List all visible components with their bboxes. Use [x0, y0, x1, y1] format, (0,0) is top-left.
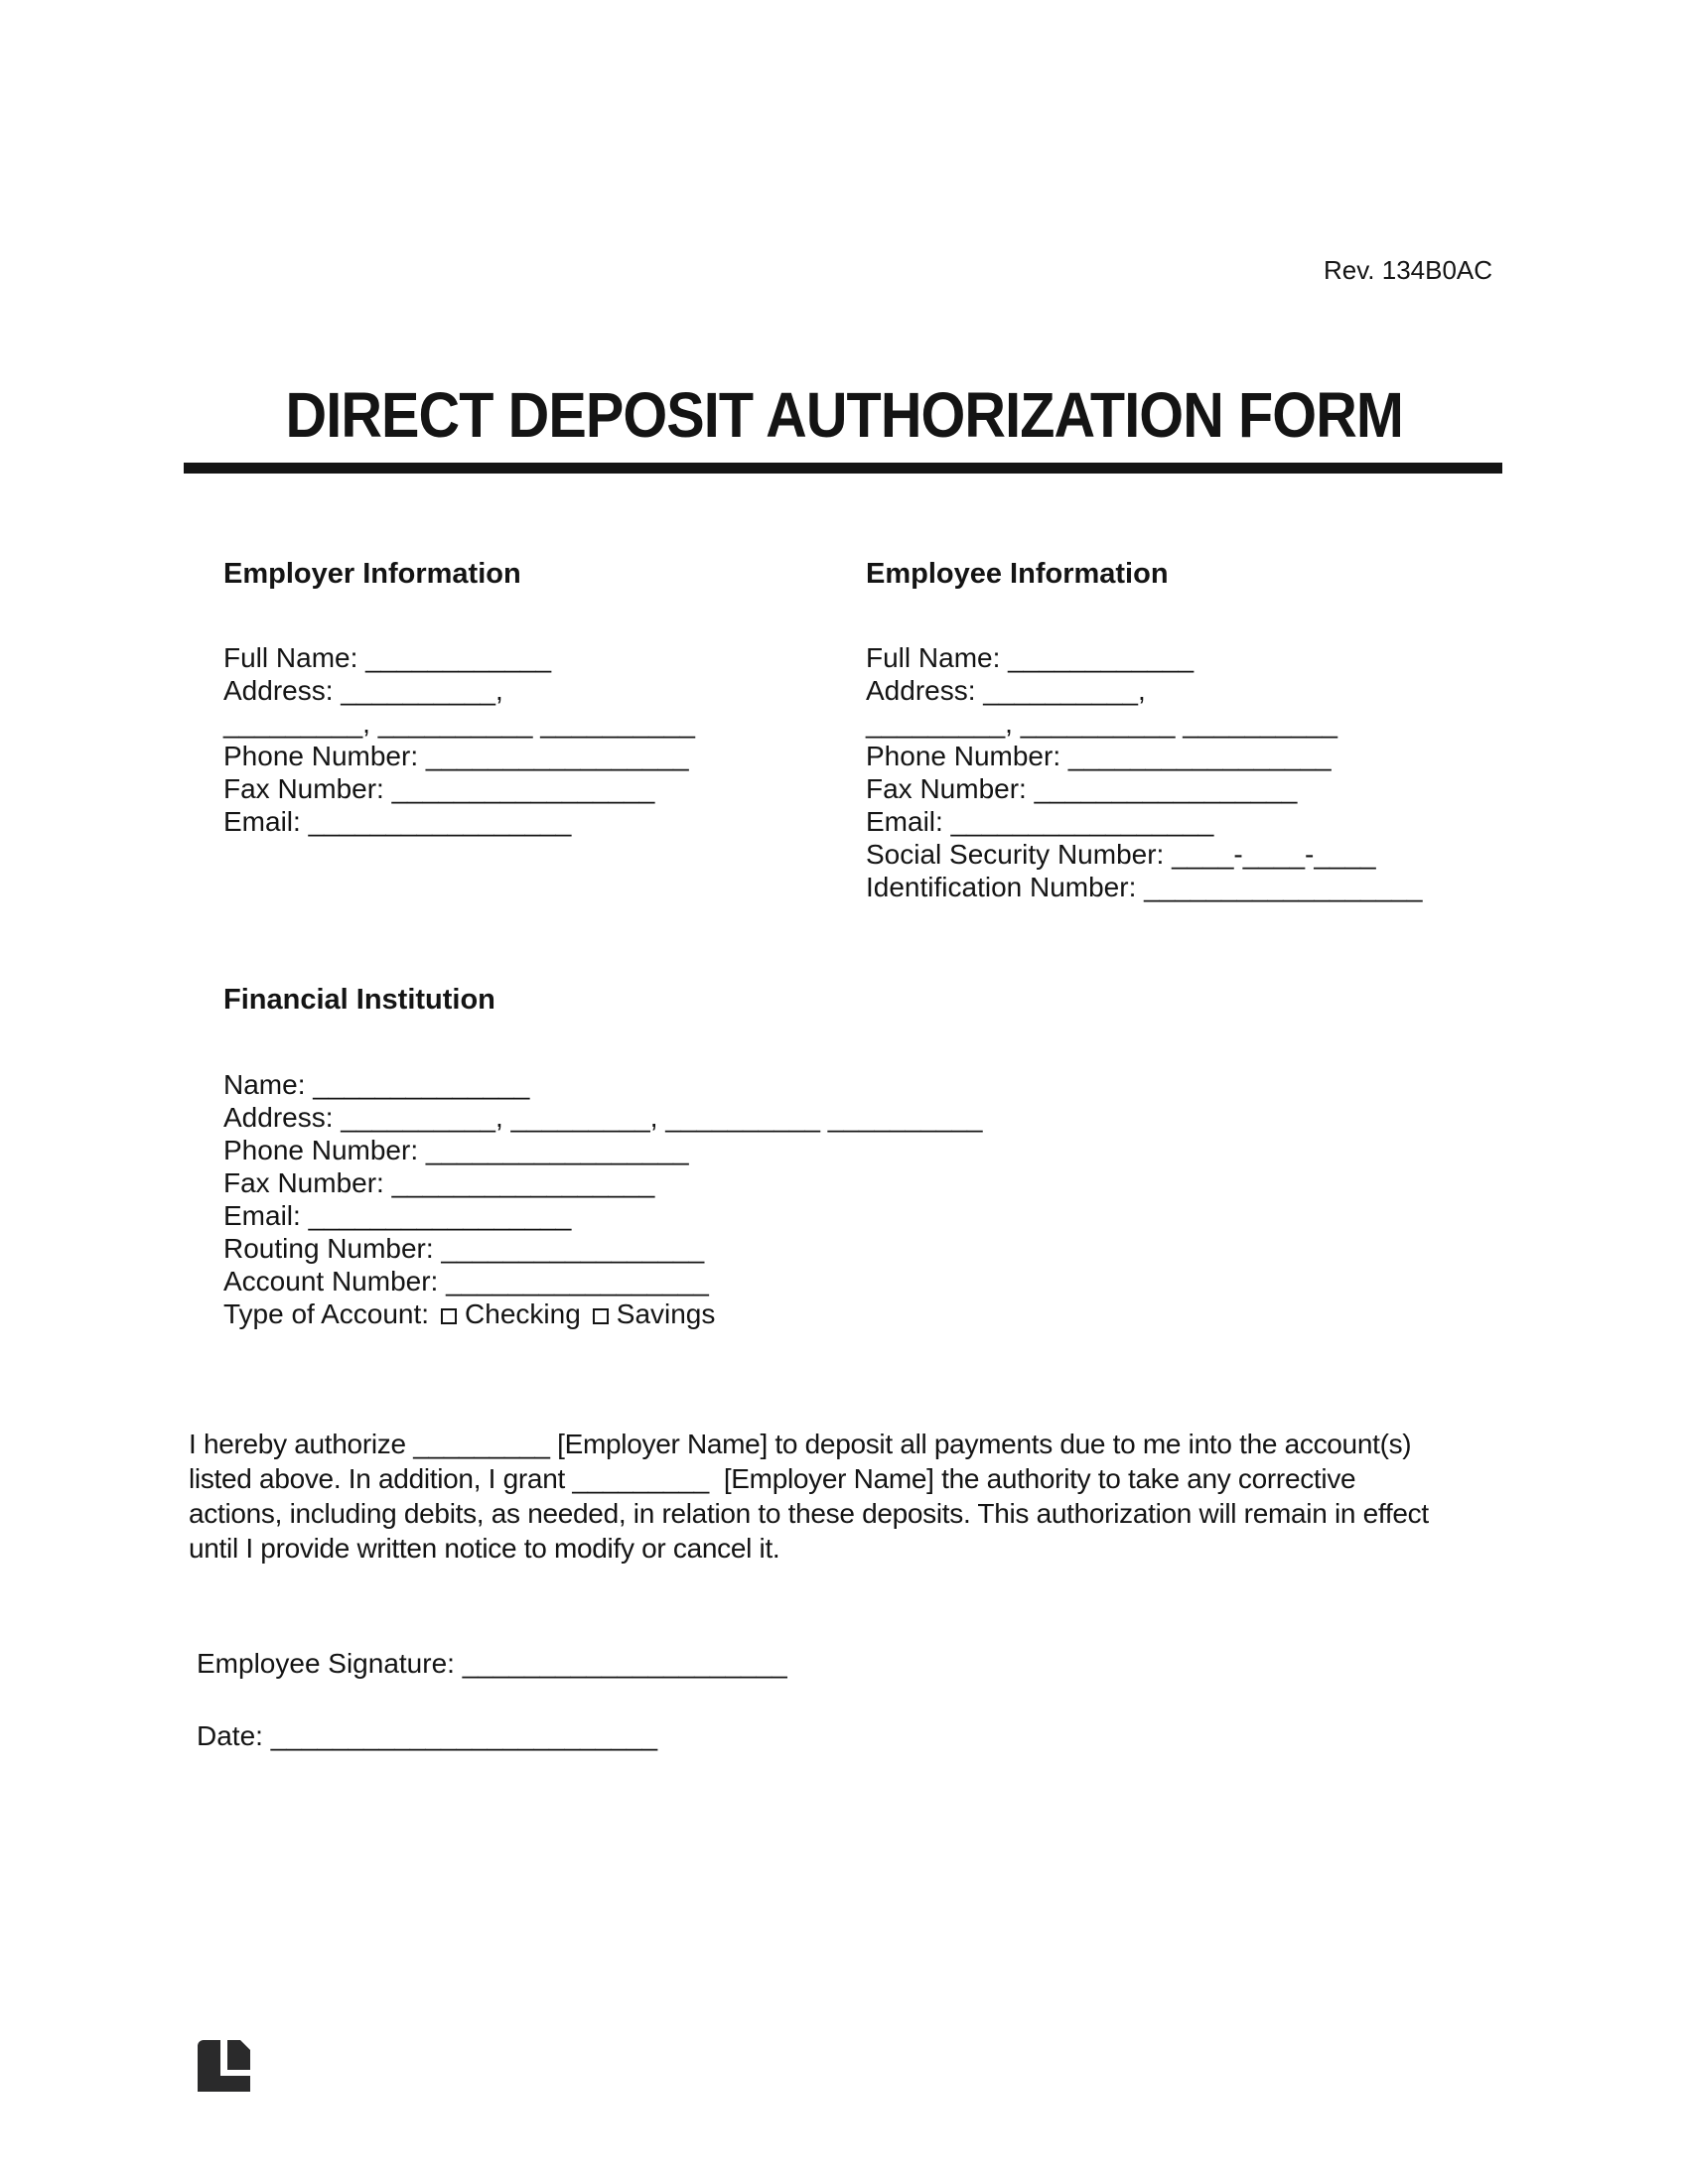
authorization-line: actions, including debits, as needed, in relation to these deposits. This authorization will remain in effect: [189, 1498, 1429, 1529]
checking-option-label: Checking: [465, 1298, 581, 1329]
authorization-paragraph: [189, 1427, 1429, 1566]
employer-address-line: Address: __________,: [223, 675, 503, 706]
employer-address-continued-line: _________, __________ __________: [223, 708, 695, 739]
employee-section-heading: Employee Information: [866, 558, 1169, 590]
logo-gap-horizontal: [220, 2070, 250, 2076]
legal-templates-logo-icon: [198, 2040, 250, 2092]
employee-fax-line: Fax Number: _________________: [866, 773, 1298, 804]
financial-phone-line: Phone Number: _________________: [223, 1135, 689, 1165]
employee-email-line: Email: _________________: [866, 806, 1214, 837]
financial-name-line: Name: ______________: [223, 1069, 530, 1100]
employee-full-name-line: Full Name: ____________: [866, 642, 1195, 673]
account-type-line: [223, 1297, 983, 1330]
employee-ssn-line: Social Security Number: ____-____-____: [866, 839, 1376, 870]
financial-fax-line: Fax Number: _________________: [223, 1167, 655, 1198]
employer-phone-line: Phone Number: _________________: [223, 741, 689, 771]
savings-option-label: Savings: [616, 1298, 716, 1329]
employer-section-heading: Employer Information: [223, 558, 521, 590]
authorization-line: until I provide written notice to modify or cancel it.: [189, 1533, 780, 1564]
authorization-line: listed above. In addition, I grant _________ [Employer Name] the authority to take any corrective: [189, 1463, 1356, 1494]
employee-phone-line: Phone Number: _________________: [866, 741, 1332, 771]
financial-account-line: Account Number: _________________: [223, 1266, 709, 1297]
savings-checkbox-icon[interactable]: [593, 1308, 609, 1324]
financial-email-line: Email: _________________: [223, 1200, 572, 1231]
account-type-label: Type of Account:: [223, 1298, 430, 1329]
financial-address-line: Address: __________, _________, __________ __________: [223, 1102, 983, 1133]
title-rule: [184, 463, 1502, 474]
authorization-line: I hereby authorize _________ [Employer Name] to deposit all payments due to me into the account(s): [189, 1429, 1412, 1459]
employer-full-name-line: Full Name: ____________: [223, 642, 552, 673]
logo-folded-corner: [240, 2040, 250, 2050]
employee-info-section: [866, 641, 1422, 903]
employer-info-section: [223, 641, 695, 838]
employee-address-line: Address: __________,: [866, 675, 1146, 706]
employee-id-number-line: Identification Number: __________________: [866, 872, 1423, 902]
title-wrap: [0, 378, 1688, 452]
employer-fax-line: Fax Number: _________________: [223, 773, 655, 804]
page-title: DIRECT DEPOSIT AUTHORIZATION FORM: [285, 379, 1403, 451]
revision-label: Rev. 134B0AC: [1324, 255, 1493, 285]
employee-address-continued-line: _________, __________ __________: [866, 708, 1337, 739]
date-line: Date: _________________________: [197, 1720, 658, 1751]
financial-routing-line: Routing Number: _________________: [223, 1233, 705, 1264]
employer-email-line: Email: _________________: [223, 806, 572, 837]
checking-checkbox-icon[interactable]: [441, 1308, 457, 1324]
financial-institution-section: [223, 1068, 983, 1330]
employee-signature-line: Employee Signature: _____________________: [197, 1648, 787, 1679]
financial-section-heading: Financial Institution: [223, 984, 495, 1016]
